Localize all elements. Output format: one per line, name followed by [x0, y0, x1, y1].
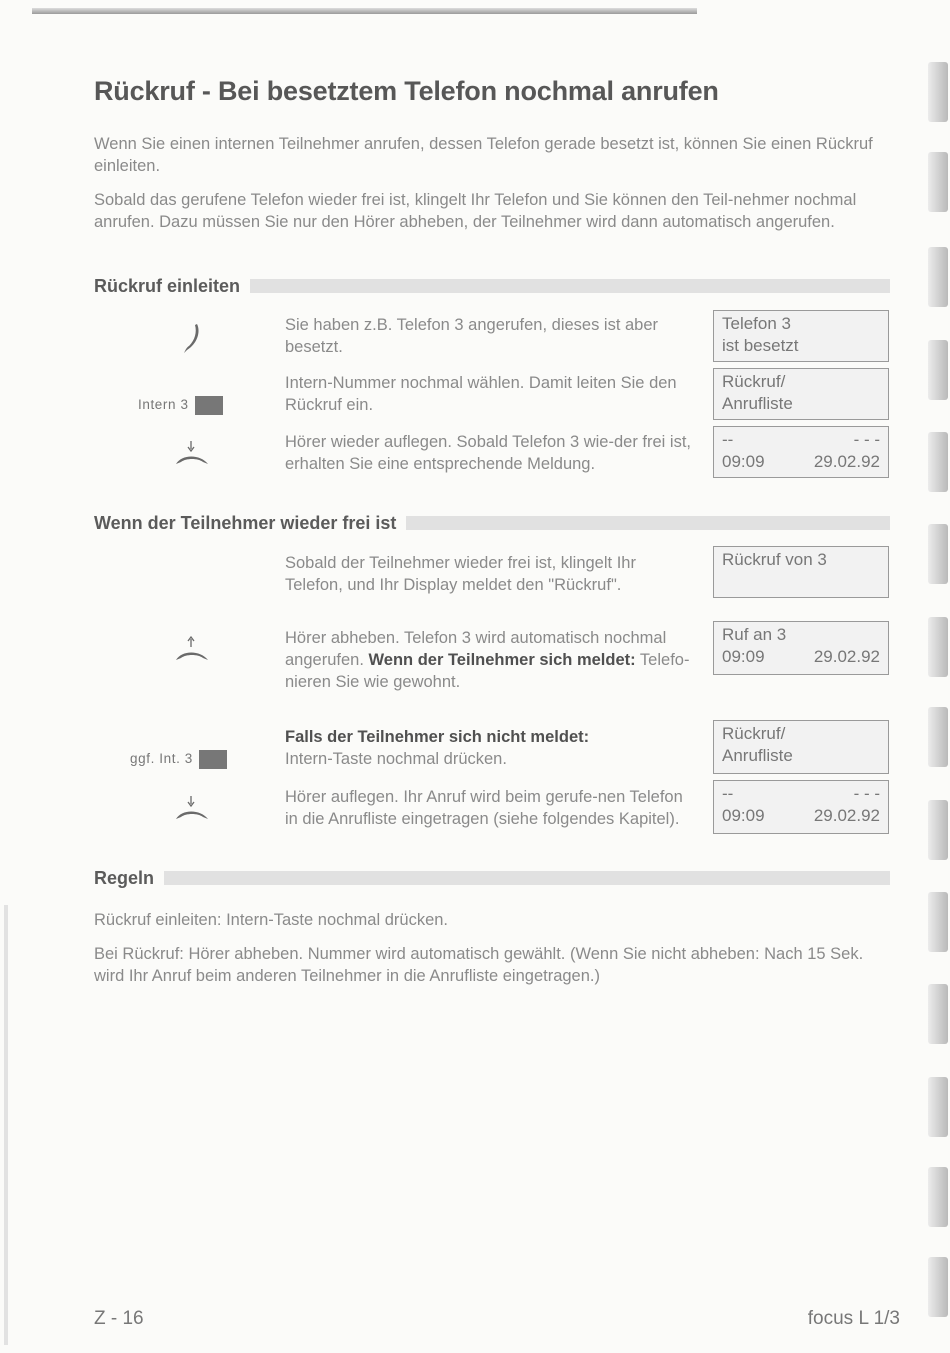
display-line: [722, 451, 880, 473]
rule-text: Rückruf einleiten: Intern-Taste nochmal drücken.: [94, 911, 449, 929]
handset-down-icon: [174, 440, 212, 468]
register-tab[interactable]: [928, 1257, 948, 1317]
register-tab[interactable]: [928, 1167, 948, 1227]
register-tab[interactable]: [928, 617, 948, 677]
section-heading-label: Rückruf einleiten: [94, 275, 241, 296]
section-heading-label: Regeln: [94, 867, 155, 888]
register-tabs: [928, 62, 948, 1342]
display-line: Rückruf von 3: [722, 550, 827, 569]
display-line: Rückruf/: [722, 372, 786, 391]
register-tab[interactable]: [928, 707, 948, 767]
step-bold-heading: Falls der Teilnehmer sich nicht meldet:: [285, 728, 590, 746]
display-cell: 09:09: [722, 452, 765, 471]
section-heading-bar: [164, 871, 890, 885]
display-cell: 09:09: [722, 647, 765, 666]
display-line: Ruf an 3: [722, 625, 787, 644]
left-margin-mark: [4, 905, 8, 1345]
display-cell: 09:09: [722, 806, 765, 825]
register-tab[interactable]: [928, 524, 948, 584]
section-heading: [94, 511, 890, 535]
display-cell: --: [722, 430, 734, 449]
step-text-part: Intern-Taste nochmal drücken.: [285, 750, 507, 768]
intro-paragraph: Sobald das gerufene Telefon wieder frei ist, klingelt Ihr Telefon und Sie können den Teil-nehmer nochmal anrufen. Dazu müssen Sie nur den Hörer abheben, der Teilnehmer wird dann automatisch angerufen.: [94, 191, 857, 231]
handset-up-icon: [174, 636, 212, 664]
display-panel: [713, 426, 889, 478]
step-text-part: Hörer abheben. Telefon 3 wird automatisch nochmal angerufen.: [285, 629, 667, 669]
handset-dialing-icon: [175, 318, 207, 358]
register-tab[interactable]: [928, 800, 948, 860]
display-panel: [713, 310, 889, 362]
register-tab[interactable]: [928, 1077, 948, 1137]
intern-key-icon[interactable]: [195, 396, 223, 415]
display-cell: 29.02.92: [813, 806, 880, 825]
register-tab[interactable]: [928, 62, 948, 122]
top-rule: [32, 8, 697, 14]
step-text: Sie haben z.B. Telefon 3 angerufen, dieses ist aber besetzt.: [285, 316, 659, 356]
step-text: [285, 726, 695, 770]
display-line: Anrufliste: [722, 394, 793, 413]
register-tab[interactable]: [928, 247, 948, 307]
register-tab[interactable]: [928, 984, 948, 1044]
register-tab[interactable]: [928, 892, 948, 952]
display-line: ist besetzt: [722, 336, 799, 355]
register-tab[interactable]: [928, 432, 948, 492]
step-text: [285, 627, 695, 693]
intern-key-label: [138, 396, 223, 415]
model-label: focus L 1/3: [807, 1308, 900, 1329]
display-panel: [713, 780, 889, 834]
display-cell: - - -: [853, 784, 880, 803]
display-line: Anrufliste: [722, 746, 793, 765]
display-panel: [713, 621, 889, 675]
step-bold-heading: Wenn der Teilnehmer sich meldet:: [368, 651, 636, 669]
intern-key-icon[interactable]: [199, 750, 227, 769]
step-text: Hörer wieder auflegen. Sobald Telefon 3 wie-der frei ist, erhalten Sie eine entsprechende Meldung.: [285, 433, 691, 473]
step-text-part: Telefo-nieren Sie wie gewohnt.: [285, 651, 690, 691]
display-line: [722, 783, 880, 805]
display-cell: - - -: [853, 430, 880, 449]
display-line: [722, 646, 880, 668]
section-heading: [94, 866, 890, 890]
page-title: Rückruf - Bei besetztem Telefon nochmal anrufen: [94, 76, 719, 106]
display-line: [722, 429, 880, 451]
section-heading-bar: [406, 516, 890, 530]
display-cell: 29.02.92: [813, 647, 880, 666]
display-line: Telefon 3: [722, 314, 791, 333]
step-text: Sobald der Teilnehmer wieder frei ist, klingelt Ihr Telefon, und Ihr Display meldet den "Rückruf".: [285, 554, 636, 594]
display-panel: [713, 368, 889, 420]
display-panel: [713, 546, 889, 598]
handset-down-icon: [174, 795, 212, 823]
step-text: Intern-Nummer nochmal wählen. Damit leiten Sie den Rückruf ein.: [285, 374, 677, 414]
rule-text: Bei Rückruf: Hörer abheben. Nummer wird automatisch gewählt. (Wenn Sie nicht abheben: Nach 15 Sek. wird Ihr Anruf beim anderen Teilnehmer in die Anrufliste eingetragen.): [94, 945, 864, 985]
register-tab[interactable]: [928, 340, 948, 400]
section-heading-label: Wenn der Teilnehmer wieder frei ist: [94, 512, 397, 533]
page-number: Z - 16: [94, 1308, 144, 1329]
side-label-text: ggf. Int. 3: [130, 751, 193, 767]
register-tab[interactable]: [928, 152, 948, 212]
intern-key-label: [130, 750, 227, 769]
intro-paragraph: Wenn Sie einen internen Teilnehmer anrufen, dessen Telefon gerade besetzt ist, können Sie einen Rückruf einleiten.: [94, 135, 873, 175]
section-heading: [94, 274, 890, 298]
display-cell: 29.02.92: [813, 452, 880, 471]
section-heading-bar: [250, 279, 890, 293]
step-text: Hörer auflegen. Ihr Anruf wird beim gerufe-nen Telefon in die Anrufliste eingetragen (siehe folgendes Kapitel).: [285, 788, 683, 828]
display-line: [722, 805, 880, 827]
side-label-text: Intern 3: [138, 397, 189, 413]
display-cell: --: [722, 784, 734, 803]
display-panel: [713, 720, 889, 774]
display-line: Rückruf/: [722, 724, 786, 743]
